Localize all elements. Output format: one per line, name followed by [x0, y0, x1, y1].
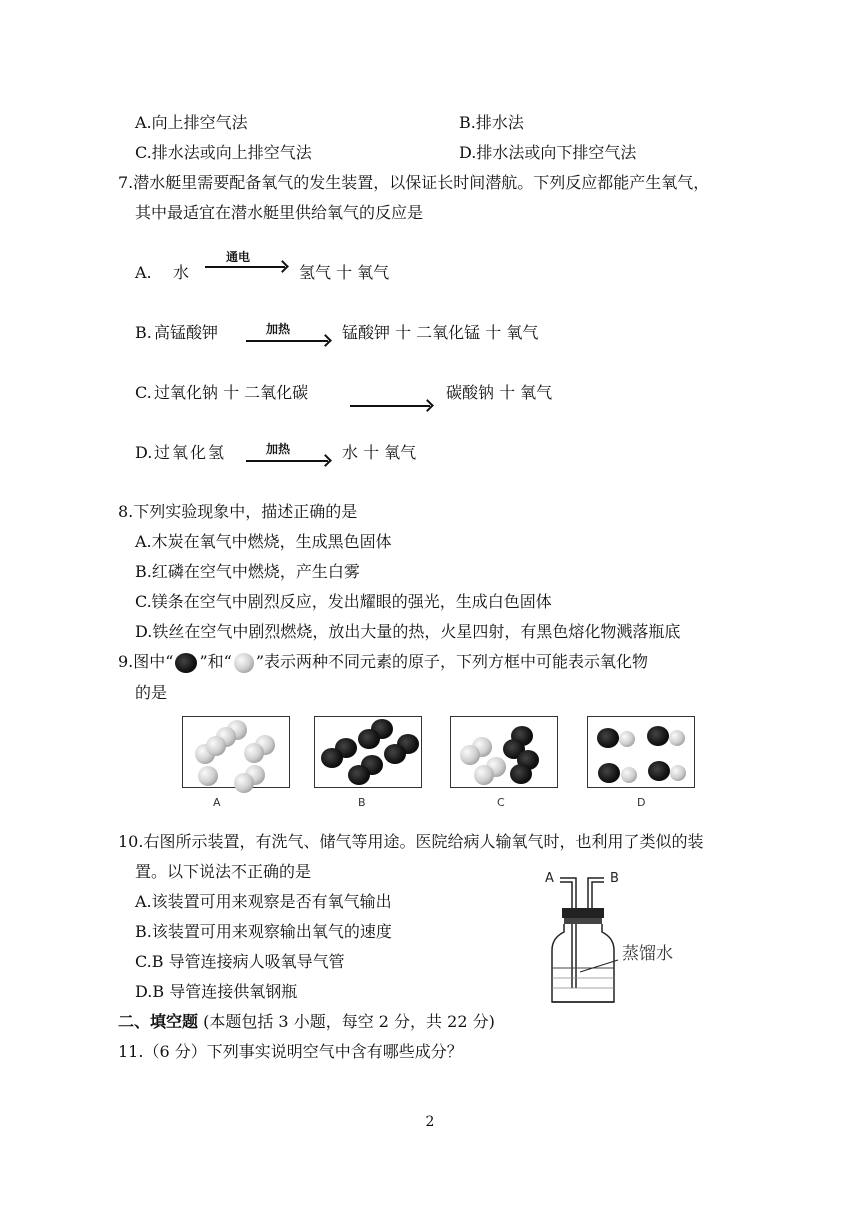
- q10-fig-label-b: B: [610, 871, 619, 886]
- q7-d-condition: 加热: [266, 442, 291, 456]
- gray-atom-icon: [234, 653, 254, 673]
- q7-b-condition: 加热: [266, 322, 291, 336]
- q6-option-a: A.向上排空气法: [135, 113, 248, 132]
- q7-a-product: 氢气 十 氧气: [299, 263, 390, 282]
- q10-option-b: B.该装置可用来观察输出氧气的速度: [135, 922, 392, 941]
- section-2-title: 二、填空题: [118, 1012, 199, 1031]
- q7-b-label: B.: [135, 323, 152, 342]
- q9-box-b-label: B: [358, 796, 366, 809]
- q8-option-c: C.镁条在空气中剧烈反应，发出耀眼的强光，生成白色固体: [135, 592, 552, 611]
- q7-b-product: 锰酸钾 十 二氧化锰 十 氧气: [342, 323, 539, 342]
- q9-stem-pre: 9.图中“: [118, 652, 174, 671]
- q9-box-a-label: A: [213, 796, 221, 809]
- q8-option-b: B.红磷在空气中燃烧，产生白雾: [135, 562, 360, 581]
- q7-a-condition: 通电: [226, 250, 251, 264]
- q9-stem-post: ”表示两种不同元素的原子，下列方框中可能表示氧化物: [255, 652, 649, 671]
- q7-c-arrow: [350, 405, 430, 407]
- q10-option-c: C.B 导管连接病人吸氧导气管: [135, 952, 345, 971]
- section-2-heading: [118, 1012, 495, 1032]
- q7-stem-line-1: 7.潜水艇里需要配备氧气的发生装置，以保证长时间潜航。下列反应都能产生氧气，: [118, 173, 710, 192]
- q7-d-product: 水 十 氧气: [342, 443, 417, 462]
- q7-d-reactant: 过氧化氢: [154, 443, 227, 462]
- q7-d-label: D.: [135, 443, 153, 462]
- q7-c-reactant: 过氧化钠 十 二氧化碳: [154, 383, 309, 402]
- q9-box-b: [314, 716, 422, 788]
- q10-option-a: A.该装置可用来观察是否有氧气输出: [135, 892, 392, 911]
- black-atom-icon: [175, 653, 197, 673]
- q6-option-b: B.排水法: [459, 113, 524, 132]
- q8-option-d: D.铁丝在空气中剧烈燃烧，放出大量的热，火星四射，有黑色熔化物溅落瓶底: [135, 622, 681, 641]
- q11-stem: 11.（6 分）下列事实说明空气中含有哪些成分？: [118, 1042, 463, 1061]
- q9-box-d: [587, 716, 695, 788]
- q7-a-arrow: [205, 266, 285, 268]
- q10-stem-line-1: 10.右图所示装置，有洗气、储气等用途。医院给病人输氧气时，也利用了类似的装: [118, 832, 704, 851]
- q9-stem-mid: ”和“: [199, 652, 232, 671]
- q7-stem-line-2: 其中最适宜在潜水艇里供给氧气的反应是: [135, 203, 424, 222]
- section-2-desc: (本题包括 3 小题，每空 2 分，共 22 分): [198, 1012, 495, 1031]
- q9-stem-line-2: 的是: [135, 683, 168, 702]
- q9-box-c: [450, 716, 558, 788]
- q8-stem: 8.下列实验现象中，描述正确的是: [118, 502, 358, 521]
- q7-b-reactant: 高锰酸钾: [154, 323, 219, 342]
- q6-option-d: D.排水法或向下排空气法: [459, 143, 637, 162]
- q8-option-a: A.木炭在氧气中燃烧，生成黑色固体: [135, 532, 392, 551]
- q9-box-a: [182, 716, 290, 788]
- q10-fig-water-label: 蒸馏水: [622, 944, 673, 964]
- q7-c-product: 碳酸钠 十 氧气: [446, 383, 553, 402]
- q7-a-reactant: 水: [173, 263, 190, 282]
- q7-c-label: C.: [135, 383, 152, 402]
- q10-option-d: D.B 导管连接供氧钢瓶: [135, 982, 298, 1001]
- q10-gas-bottle-figure: [540, 868, 710, 1008]
- q7-a-label: A.: [135, 263, 152, 282]
- page-number: 2: [425, 1114, 435, 1130]
- q9-stem-line-1: [118, 652, 648, 673]
- q10-stem-line-2: 置。以下说法不正确的是: [135, 862, 312, 881]
- q9-box-c-label: C: [497, 796, 505, 809]
- q7-d-arrow: [246, 460, 328, 462]
- q7-b-arrow: [246, 340, 328, 342]
- q6-option-c: C.排水法或向上排空气法: [135, 143, 312, 162]
- q9-box-d-label: D: [637, 796, 646, 809]
- q10-fig-label-a: A: [545, 871, 554, 886]
